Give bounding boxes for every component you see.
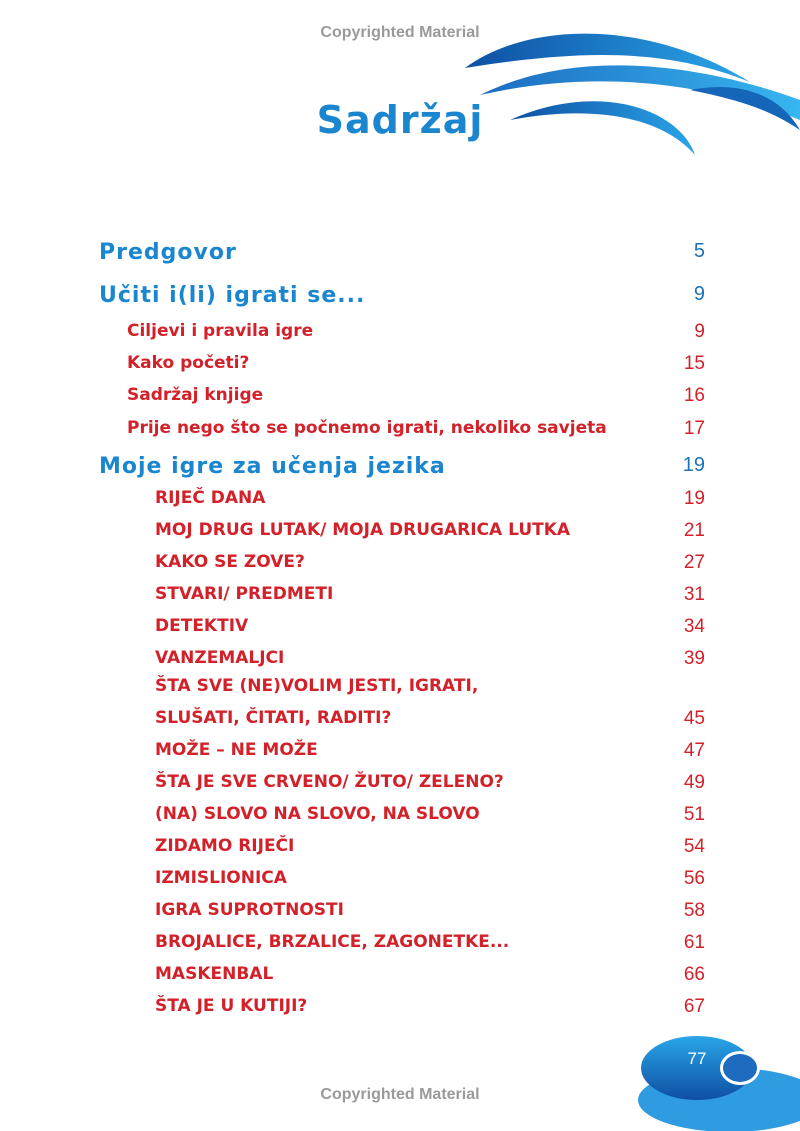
toc-entry-page: 49 [683,772,705,793]
toc-entry-page: 56 [683,868,705,889]
toc-entry-title: RIJEČ DANA [155,488,266,508]
toc-entry-title: ŠTA SVE (NE)VOLIM JESTI, IGRATI, [155,676,479,696]
toc-entry-title: MOJ DRUG LUTAK/ MOJA DRUGARICA LUTKA [155,520,571,540]
toc-entry-page: 66 [683,964,705,985]
toc-entry-title: Predgovor [99,240,237,265]
toc-entry-title: Prije nego što se počnemo igrati, nekoliko savjeta [127,418,607,438]
toc-entry-page: 47 [683,740,705,761]
toc-entry-page: 58 [683,900,705,921]
toc-entry-page: 19 [682,454,705,476]
toc-entry-page: 5 [693,240,705,262]
toc-entry-page: 45 [683,708,705,729]
toc-entry-title: Moje igre za učenja jezika [99,454,446,479]
watermark-top: Copyrighted Material [320,24,480,41]
toc-entry-page: 16 [683,385,705,406]
toc-entry-page: 67 [683,996,705,1017]
toc-entry-title: ZIDAMO RIJEČI [155,836,295,856]
toc-entry-page: 9 [693,283,705,305]
toc-entry-page: 39 [683,648,705,669]
toc-entry-title: Ciljevi i pravila igre [127,321,314,341]
toc-entry-page: 17 [683,418,705,439]
toc-entry-page: 54 [683,836,705,857]
toc-entry-title: Kako početi? [127,353,250,373]
toc-entry-title: Učiti i(li) igrati se... [99,283,366,308]
page-number-badge [635,1030,800,1131]
toc-entry-title: IZMISLIONICA [155,868,287,888]
toc-entry-page: 19 [683,488,705,509]
toc-entry-page: 31 [683,584,705,605]
page-number: 77 [687,1049,707,1068]
toc-entry-page: 61 [683,932,705,953]
toc-entry-page: 15 [683,353,705,374]
toc-entry-page: 27 [683,552,705,573]
toc-entry-title: STVARI/ PREDMETI [155,584,334,604]
toc-entry-title: ŠTA JE U KUTIJI? [155,996,308,1016]
toc-entry-title: MOŽE – NE MOŽE [155,740,318,760]
toc-entry-title: ŠTA JE SVE CRVENO/ ŽUTO/ ZELENO? [155,772,504,792]
toc-entry-title: (NA) SLOVO NA SLOVO, NA SLOVO [155,804,480,824]
toc-entry-page: 9 [694,321,705,342]
toc-entry-title: VANZEMALJCI [155,648,285,668]
toc-entry-title: SLUŠATI, ČITATI, RADITI? [155,708,392,728]
toc-entry-page: 51 [683,804,705,825]
toc-entry-page: 21 [683,520,705,541]
toc-entry-title: KAKO SE ZOVE? [155,552,305,572]
watermark-bottom: Copyrighted Material [320,1086,480,1103]
toc-entry-page: 34 [683,616,705,637]
toc-entry-title: BROJALICE, BRZALICE, ZAGONETKE... [155,932,510,952]
toc-entry-title: DETEKTIV [155,616,249,636]
page-title: Sadržaj [316,98,484,142]
toc-entry-title: MASKENBAL [155,964,274,984]
toc-entry-title: Sadržaj knjige [127,385,264,405]
toc-entry-title: IGRA SUPROTNOSTI [155,900,344,920]
